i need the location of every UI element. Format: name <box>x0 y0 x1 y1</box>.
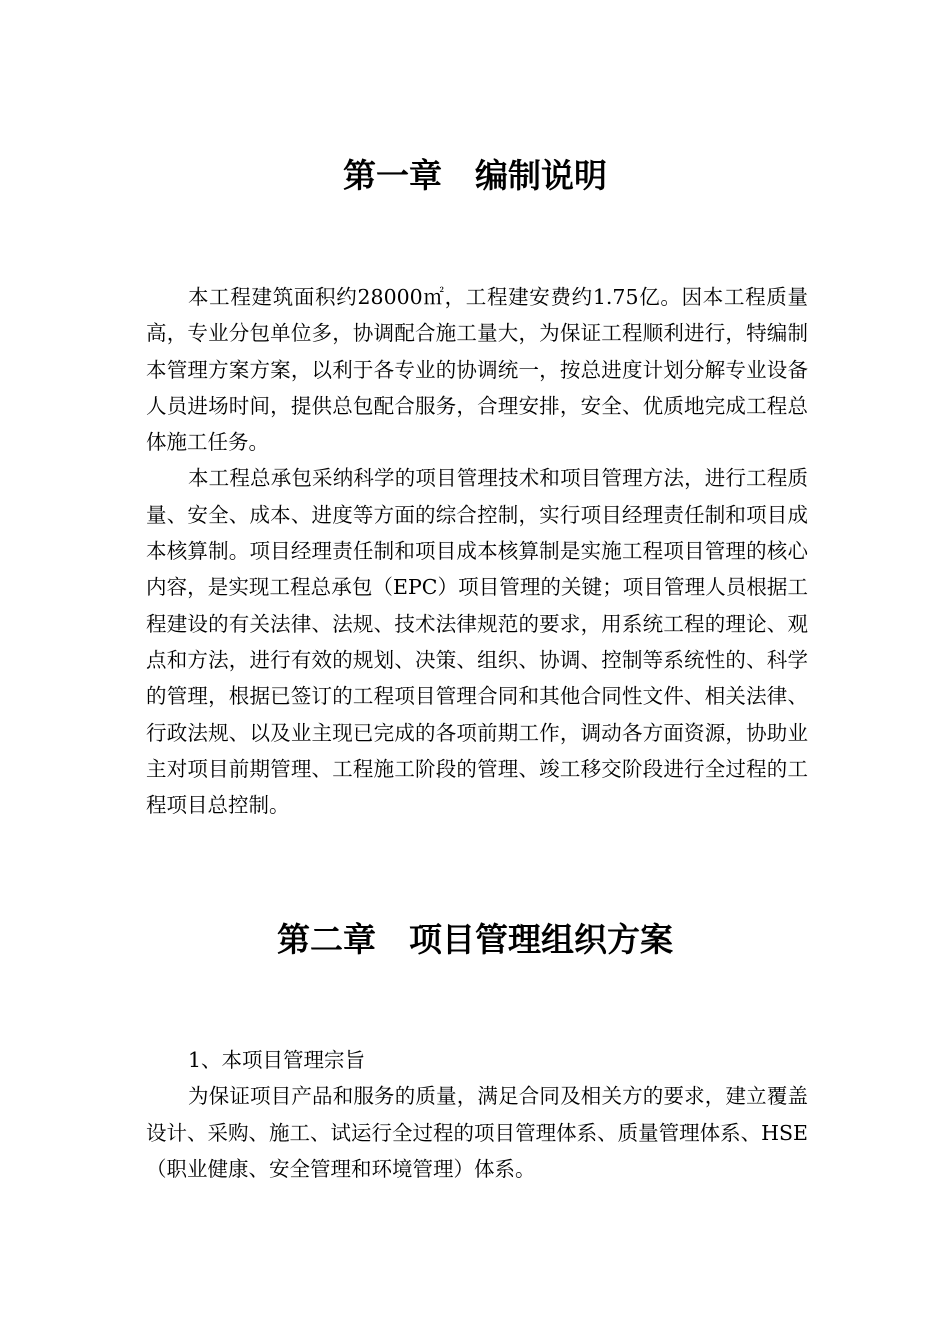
section-1-heading: 1、本项目管理宗旨 <box>188 1048 366 1072</box>
chapter-2-title: 第二章 项目管理组织方案 <box>277 920 673 959</box>
chapter-1-title: 第一章 编制说明 <box>343 156 607 195</box>
chapter-1-paragraph-2: 本工程总承包采纳科学的项目管理技术和项目管理方法，进行工程质量、安全、成本、进度等方面的综合控制，实行项目经理责任制和项目成本核算制。项目经理责任制和项目成本核算制是实施工程项目管理的核心内容，是实现工程总承包（EPC）项目管理的关键；项目管理人员根据工程建设的有关法律、法规、技术法律规范的要求，用系统工程的理论、观点和方法，进行有效的规划、决策、组织、协调、控制等系统性的、科学的管理，根据已签订的工程项目管理合同和其他合同性文件、相关法律、行政法规、以及业主现已完成的各项前期工作，调动各方面资源，协助业主对项目前期管理、工程施工阶段的管理、竣工移交阶段进行全过程的工程项目总控制。 <box>146 466 808 818</box>
chapter-1-body <box>146 279 808 823</box>
section-1-paragraph: 为保证项目产品和服务的质量，满足合同及相关方的要求，建立覆盖设计、采购、施工、试运行全过程的项目管理体系、质量管理体系、HSE（职业健康、安全管理和环境管理）体系。 <box>146 1084 808 1181</box>
chapter-2-body <box>146 1042 808 1187</box>
chapter-1-paragraph-1: 本工程建筑面积约28000㎡，工程建安费约1.75亿。因本工程质量高，专业分包单位多，协调配合施工量大，为保证工程顺利进行，特编制本管理方案方案，以利于各专业的协调统一，按总进度计划分解专业设备人员进场时间，提供总包配合服务，合理安排，安全、优质地完成工程总体施工任务。 <box>146 285 808 455</box>
